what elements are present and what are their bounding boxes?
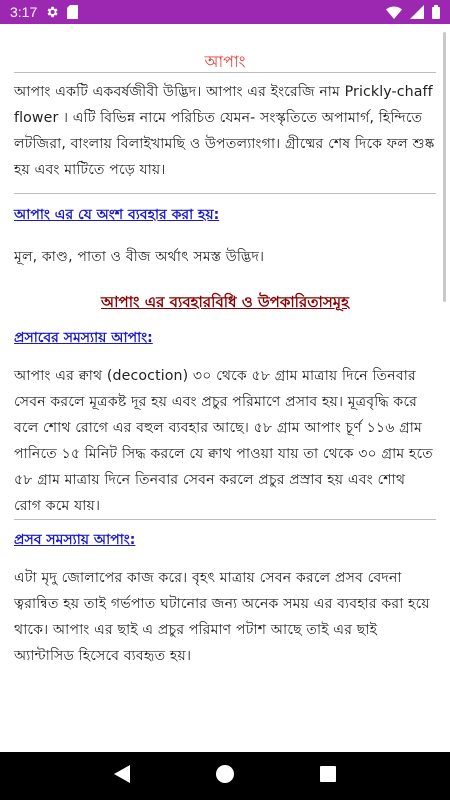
scrollbar[interactable]: [443, 32, 446, 302]
back-icon: [113, 764, 131, 788]
battery-icon: [432, 5, 440, 19]
urine-problem-text: আপাং এর ক্বাথ (decoction) ৩০ থেকে ৫৮ গ্রাম মাত্রায় দিনে তিনবার সেবন করলে মূত্রকষ্ট দূর হয় এবং প্রচুর পরিমাণে প্রসাব হয়। মূত্রবৃদ্ধি করে বলে শোথ রোগে এর বহুল ব্যবহার আছে। ৫৮ গ্রাম আপাং চূর্ণ ১১৬ গ্রাম পানিতে ১৫ মিনিট সিদ্ধ করলে যে ক্বাথ পাওয়া যায় তা থেকে ৩০ গ্রাম হতে ৫৮ গ্রাম মাত্রায় দিনে তিনবার সেবন করলে প্রচুর প্রস্রাব হয় এবং শোথ রোগ কমে যায়।: [14, 368, 433, 514]
divider: [14, 193, 436, 194]
divider: [14, 72, 436, 73]
childbirth-problem-heading: প্রসব সমস্যায় আপাং:: [14, 532, 136, 548]
childbirth-problem-text: এটা মৃদু জোলাপের কাজ করে। বৃহৎ মাত্রায় সেবন করলে প্রসব বেদনা ত্বরান্বিত হয় তাই গর্ভপাত ঘটানোর জন্য অনেক সময় এর ব্যবহার করা হয়ে থাকে। আপাং এর ছাই এ প্রচুর পরিমাণ পটাশ আছে তাই এর ছাই অ্যান্টাসিড হিসেবে ব্যবহৃত হয়।: [14, 570, 430, 664]
intro-paragraph: আপাং একটি একবর্ষজীবী উদ্ভিদ। আপাং এর ইংরেজি নাম Prickly-chaff flower । এটি বিভিন্ন নামে পরিচিত যেমন- সংস্কৃতিতে অপামার্গ, হিন্দিতে লটজিরা, বাংলায় বিলাইখামছি ও উপতল্যাংগা। গ্রীষ্মের শেষ দিকে ফল শুষ্ক হয় এবং মাটিতে পড়ে যায়।: [14, 84, 435, 178]
settings-icon: [45, 5, 59, 19]
divider: [14, 519, 436, 520]
home-button[interactable]: [205, 756, 245, 796]
signal-icon: [410, 5, 424, 19]
back-button[interactable]: [102, 756, 142, 796]
parts-used-heading: আপাং এর যে অংশ ব্যবহার করা হয়:: [14, 207, 220, 223]
article-title: আপাং: [204, 52, 246, 71]
sd-card-icon: [67, 5, 78, 19]
status-bar: [0, 0, 450, 24]
recents-icon: [319, 765, 337, 787]
navigation-bar: [0, 752, 450, 800]
home-icon: [215, 764, 235, 788]
article-scroll-view[interactable]: [0, 24, 450, 752]
recents-button[interactable]: [308, 756, 348, 796]
status-time: 3:17: [10, 4, 38, 20]
urine-problem-heading: প্রসাবের সমস্যায় আপাং:: [14, 330, 153, 346]
parts-used-text: মূল, কাণ্ড, পাতা ও বীজ অর্থাৎ সমস্ত উদ্ভিদ।: [14, 249, 265, 265]
usage-benefits-heading: আপাং এর ব্যবহারবিধি ও উপকারিতাসমূহ: [101, 293, 349, 311]
wifi-icon: [386, 6, 402, 19]
